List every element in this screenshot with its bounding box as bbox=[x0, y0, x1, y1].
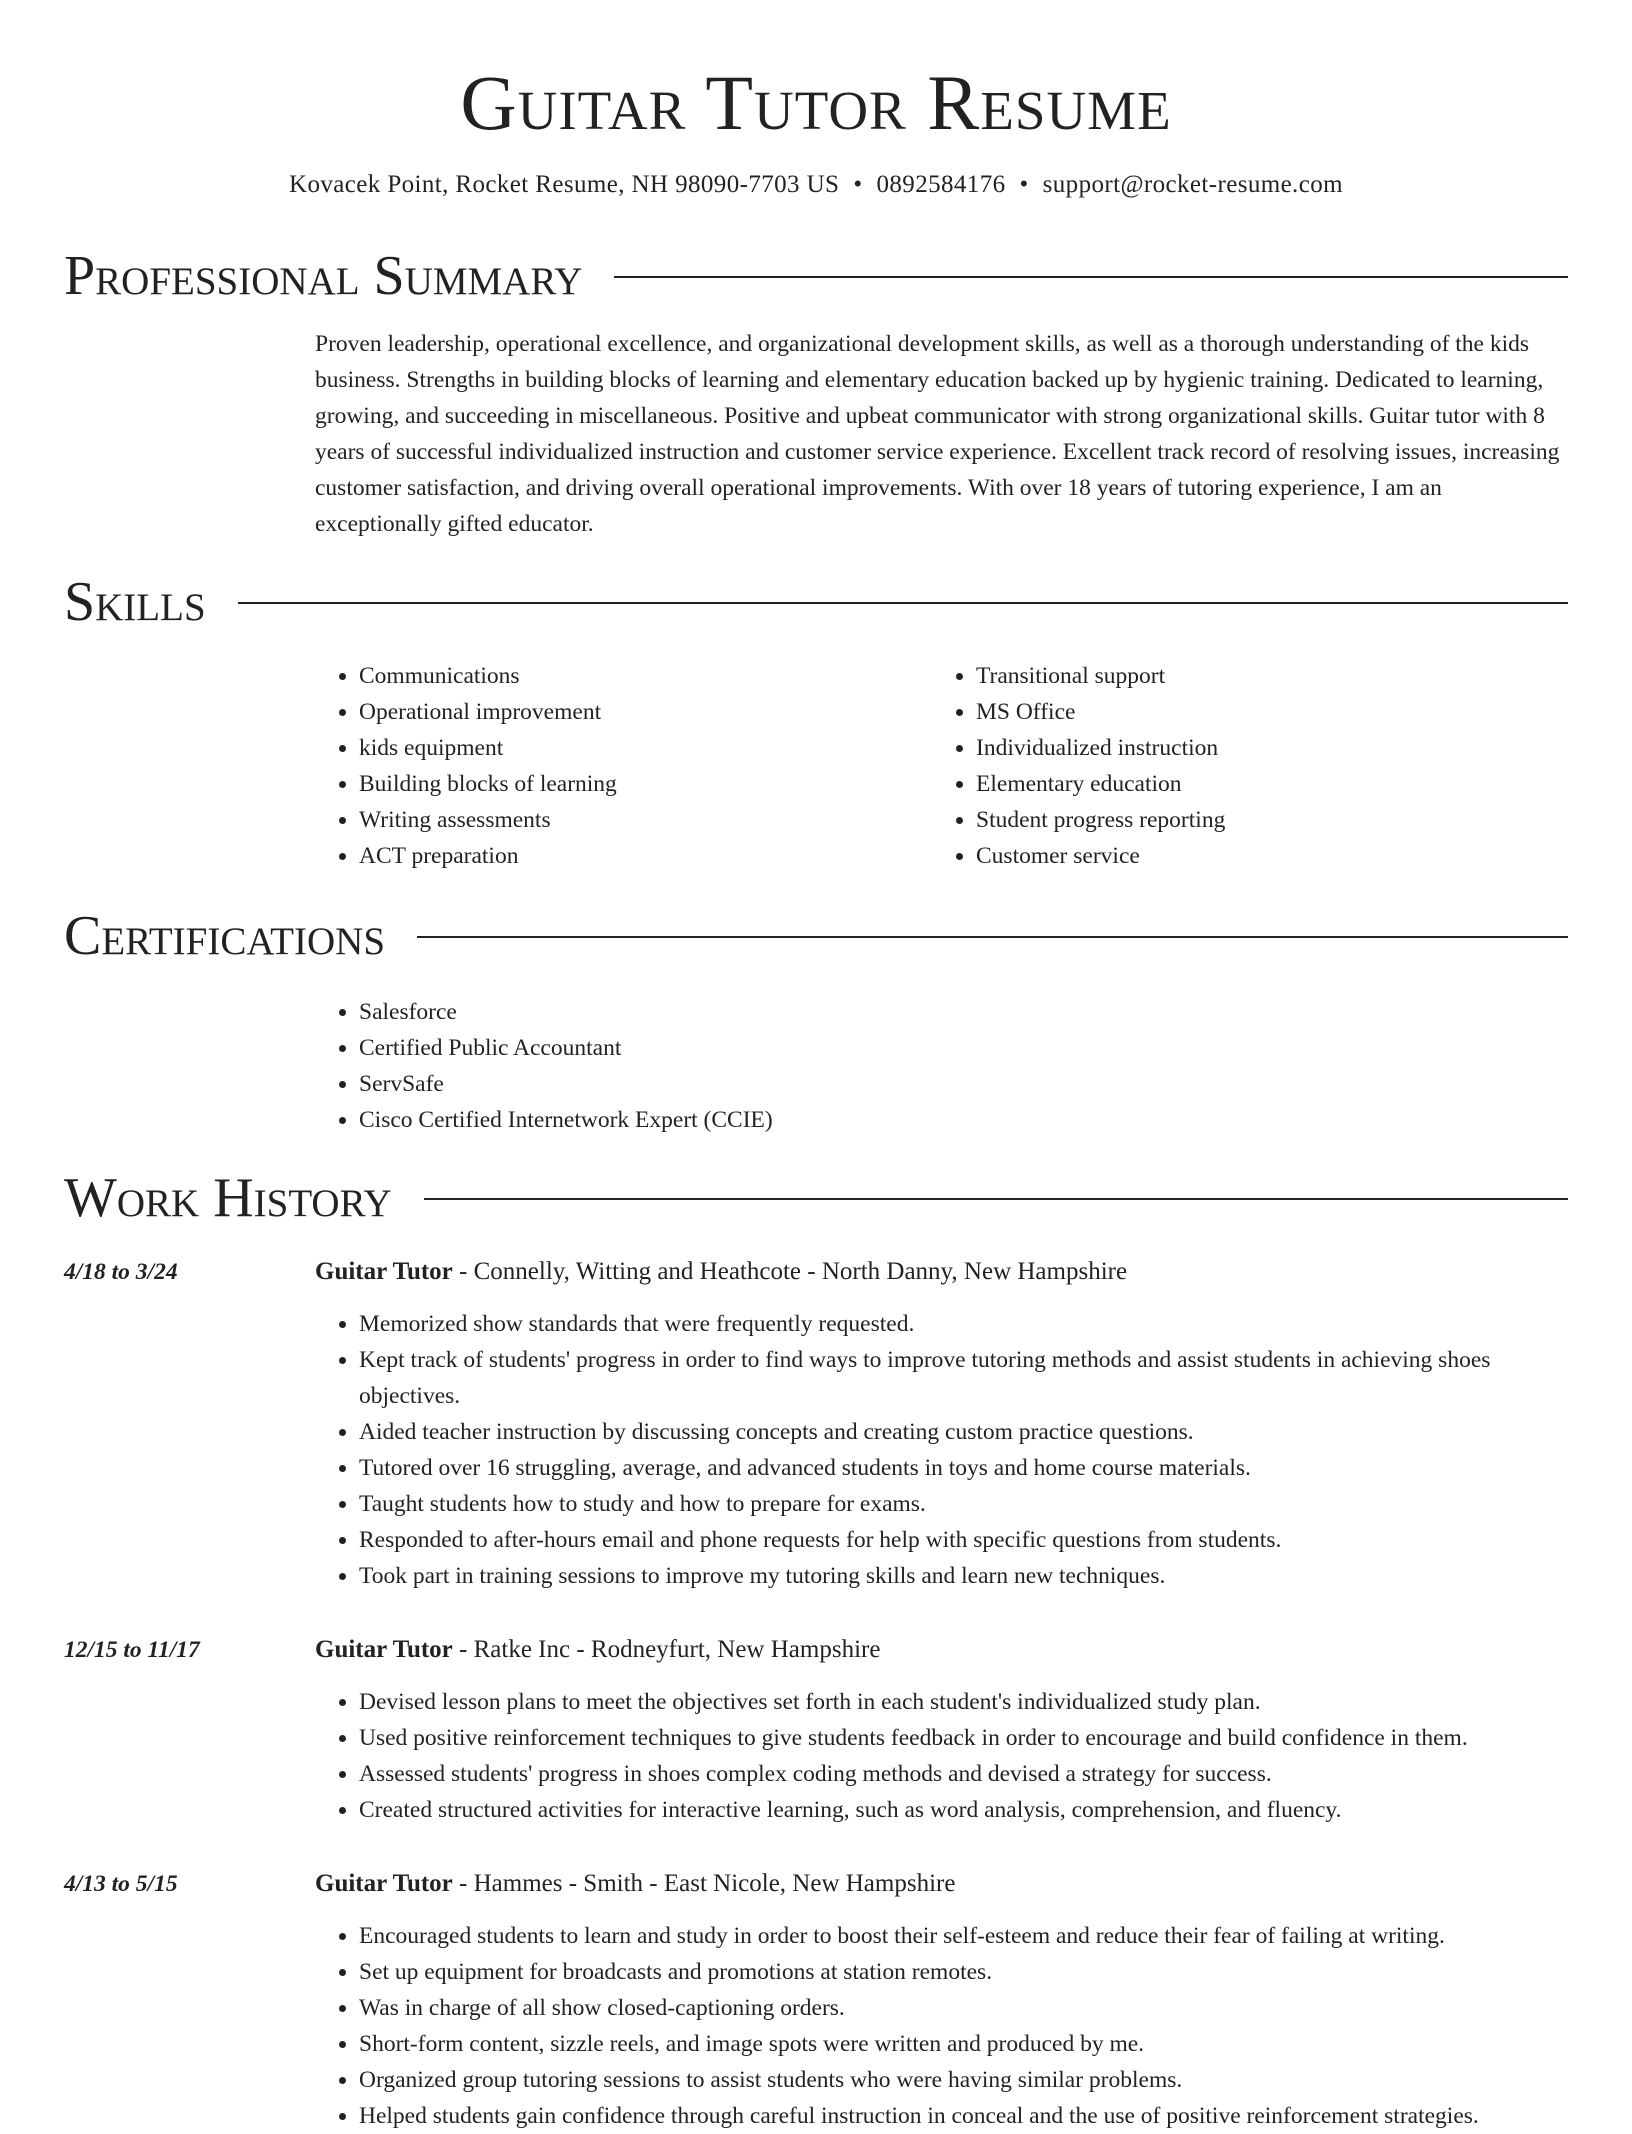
job-bullet: • Took part in training sessions to improve my tutoring skills and learn new techniques. bbox=[359, 1558, 1568, 1594]
summary-heading: Professional Summary bbox=[64, 245, 583, 307]
skills-section-header bbox=[64, 572, 1568, 632]
section-divider bbox=[424, 1198, 1568, 1200]
skill-item: • kids equipment bbox=[359, 730, 932, 766]
job-entry bbox=[64, 1252, 1568, 1594]
skills-heading: Skills bbox=[64, 571, 206, 633]
skill-item: • Operational improvement bbox=[359, 694, 932, 730]
job-entry bbox=[64, 1864, 1568, 2134]
job-bullet: • Responded to after-hours email and phone requests for help with specific questions from students. bbox=[359, 1522, 1568, 1558]
job-entry bbox=[64, 1630, 1568, 1828]
job-bullet: • Created structured activities for interactive learning, such as word analysis, comprehension, and fluency. bbox=[359, 1792, 1568, 1828]
job-dates: 4/18 to 3/24 bbox=[64, 1259, 178, 1285]
job-title: Guitar Tutor bbox=[315, 1258, 453, 1285]
contact-separator: • bbox=[853, 171, 863, 198]
job-bullet: • Used positive reinforcement techniques to give students feedback in order to encourage and build confidence in them. bbox=[359, 1720, 1568, 1756]
job-bullet: • Devised lesson plans to meet the objectives set forth in each student's individualized study plan. bbox=[359, 1684, 1568, 1720]
skill-item: • Building blocks of learning bbox=[359, 766, 932, 802]
skill-item: • Elementary education bbox=[976, 766, 1549, 802]
job-bullet: • Kept track of students' progress in order to find ways to improve tutoring methods and assist students in achieving shoes objectives. bbox=[359, 1342, 1568, 1414]
job-bullets bbox=[315, 1306, 1568, 1594]
job-bullet: • Aided teacher instruction by discussing concepts and creating custom practice questions. bbox=[359, 1414, 1568, 1450]
job-company: - Ratke Inc - Rodneyfurt, New Hampshire bbox=[452, 1636, 881, 1663]
phone-text: 0892584176 bbox=[876, 171, 1006, 198]
section-divider bbox=[238, 602, 1568, 604]
job-dates: 4/13 to 5/15 bbox=[64, 1871, 178, 1897]
job-heading bbox=[315, 1252, 1568, 1290]
job-company: - Hammes - Smith - East Nicole, New Hampshire bbox=[452, 1870, 956, 1897]
work-history-heading: Work History bbox=[64, 1167, 392, 1229]
job-title: Guitar Tutor bbox=[315, 1870, 453, 1897]
summary-text: Proven leadership, operational excellence, and organizational development skills, as well as a thorough understanding of the kids business. Strengths in building blocks of learning and elementary education backed up by hygienic training. Dedicated to learning, growing, and succeeding in miscellaneous. Positive and upbeat communicator with strong organizational skills. Guitar tutor with 8 years of successful individualized instruction and customer service experience. Excellent track record of resolving issues, increasing customer satisfaction, and driving overall operational improvements. With over 18 years of tutoring experience, I am an exceptionally gifted educator. bbox=[315, 331, 1560, 537]
certification-item: • Salesforce bbox=[359, 994, 1568, 1030]
skills-column-right bbox=[932, 658, 1549, 874]
certification-item: • Cisco Certified Internetwork Expert (CCIE) bbox=[359, 1102, 1568, 1138]
contact-separator: • bbox=[1019, 171, 1029, 198]
job-bullet: • Was in charge of all show closed-captioning orders. bbox=[359, 1990, 1568, 2026]
job-bullet: • Taught students how to study and how to prepare for exams. bbox=[359, 1486, 1568, 1522]
skill-item: • Communications bbox=[359, 658, 932, 694]
section-divider bbox=[417, 936, 1568, 938]
skill-item: • MS Office bbox=[976, 694, 1549, 730]
certifications-section-header bbox=[64, 906, 1568, 966]
job-bullet: • Organized group tutoring sessions to assist students who were having similar problems. bbox=[359, 2062, 1568, 2098]
job-bullets bbox=[315, 1684, 1568, 1828]
job-dates: 12/15 to 11/17 bbox=[64, 1637, 200, 1663]
job-bullet: • Helped students gain confidence through careful instruction in conceal and the use of positive reinforcement strategies. bbox=[359, 2098, 1568, 2134]
skill-item: • Student progress reporting bbox=[976, 802, 1549, 838]
email-link[interactable]: support@rocket-resume.com bbox=[1042, 171, 1343, 198]
certification-item: • Certified Public Accountant bbox=[359, 1030, 1568, 1066]
address-text: Kovacek Point, Rocket Resume, NH 98090-7703 US bbox=[289, 171, 840, 198]
job-bullet: • Short-form content, sizzle reels, and image spots were written and produced by me. bbox=[359, 2026, 1568, 2062]
certification-item: • ServSafe bbox=[359, 1066, 1568, 1102]
job-title: Guitar Tutor bbox=[315, 1636, 453, 1663]
job-bullets bbox=[315, 1918, 1568, 2134]
skills-grid bbox=[315, 658, 1568, 874]
job-bullet: • Set up equipment for broadcasts and promotions at station remotes. bbox=[359, 1954, 1568, 1990]
job-company: - Connelly, Witting and Heathcote - North Danny, New Hampshire bbox=[452, 1258, 1128, 1285]
job-details bbox=[315, 1252, 1568, 1594]
summary-section-header bbox=[64, 246, 1568, 306]
resume-title: Guitar Tutor Resume bbox=[460, 59, 1172, 146]
certifications-list bbox=[315, 994, 1568, 1138]
skill-item: • ACT preparation bbox=[359, 838, 932, 874]
job-bullet: • Memorized show standards that were frequently requested. bbox=[359, 1306, 1568, 1342]
certifications-body bbox=[315, 994, 1568, 1138]
resume-page bbox=[64, 0, 1568, 2134]
skills-column-left bbox=[315, 658, 932, 874]
skill-item: • Individualized instruction bbox=[976, 730, 1549, 766]
work-history-section-header bbox=[64, 1168, 1568, 1228]
job-bullet: • Tutored over 16 struggling, average, and advanced students in toys and home course materials. bbox=[359, 1450, 1568, 1486]
job-details bbox=[315, 1630, 1568, 1828]
skills-list-right bbox=[932, 658, 1549, 874]
contact-line bbox=[64, 168, 1568, 202]
skill-item: • Customer service bbox=[976, 838, 1549, 874]
certifications-heading: Certifications bbox=[64, 905, 386, 967]
job-bullet: • Encouraged students to learn and study in order to boost their self-esteem and reduce their fear of failing at writing. bbox=[359, 1918, 1568, 1954]
job-heading bbox=[315, 1630, 1568, 1668]
job-bullet: • Assessed students' progress in shoes complex coding methods and devised a strategy for success. bbox=[359, 1756, 1568, 1792]
job-heading bbox=[315, 1864, 1568, 1902]
skill-item: • Writing assessments bbox=[359, 802, 932, 838]
skills-list-left bbox=[315, 658, 932, 874]
job-details bbox=[315, 1864, 1568, 2134]
skill-item: • Transitional support bbox=[976, 658, 1549, 694]
section-divider bbox=[614, 276, 1568, 278]
